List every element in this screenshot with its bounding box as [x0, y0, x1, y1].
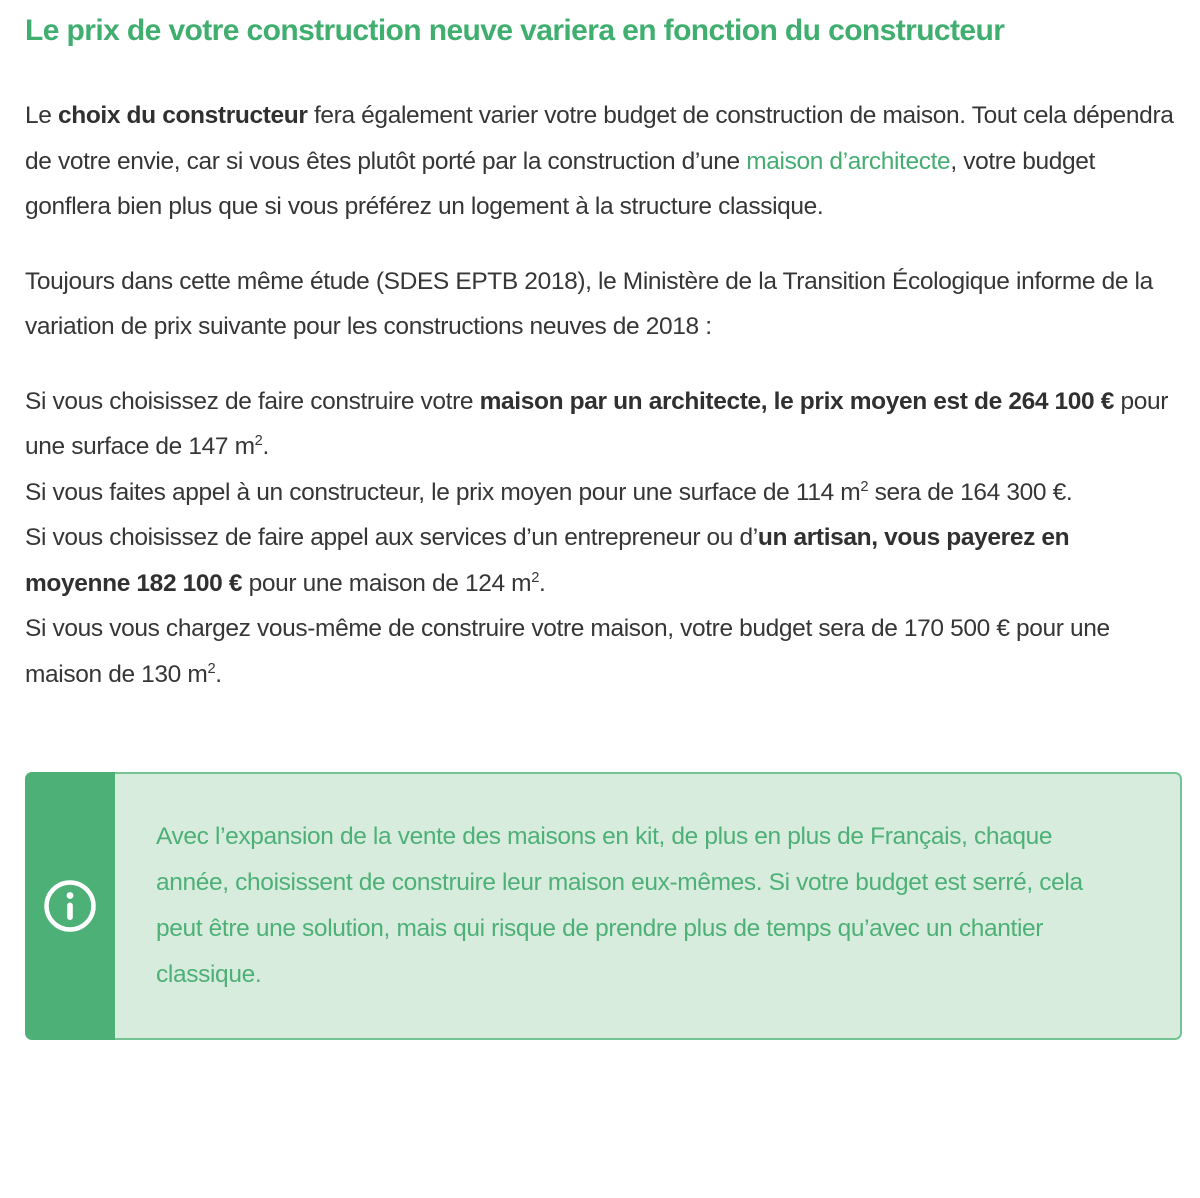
superscript: 2	[531, 569, 540, 586]
page-title: Le prix de votre construction neuve variera en fonction du constructeur	[25, 14, 1005, 47]
text-run: .	[262, 433, 269, 460]
text-run: sera de 164 300 €.	[868, 478, 1073, 506]
paragraph-prices	[25, 379, 1175, 698]
info-icon	[43, 879, 97, 933]
bold-text-prix-architecte: maison par un architecte, le prix moyen est de 264 100 €	[479, 387, 1115, 415]
text-run: Si vous choisissez de faire construire votre	[25, 387, 480, 415]
superscript: 2	[860, 478, 869, 495]
info-callout-body	[115, 772, 1182, 1040]
text-run: Si vous faites appel à un constructeur, le prix moyen pour une surface de 114 m	[25, 478, 861, 506]
text-run: , votre budget gonflera bien plus que si vous préférez un logement à la structure classique.	[25, 147, 1095, 220]
paragraph-study: Toujours dans cette même étude (SDES EPTB 2018), le Ministère de la Transition Écologique informe de la variation de prix suivante pour les constructions neuves de 2018 :	[25, 267, 1153, 340]
info-callout-text: Avec l’expansion de la vente des maisons en kit, de plus en plus de Français, chaque année, choisissent de construire leur maison eux-mêmes. Si votre budget est serré, cela peut être une solution, mais qui risque de prendre plus de temps qu’avec un chantier classique.	[156, 823, 1083, 988]
bold-text-prix-artisan: un artisan, vous payerez en moyenne 182 100 €	[25, 524, 1070, 597]
text-run: pour une surface de 147 m	[25, 387, 1169, 460]
text-run: Le	[25, 102, 58, 129]
paragraph-intro	[25, 93, 1175, 230]
text-run: .	[215, 660, 222, 688]
sentence-constructeur	[25, 479, 1072, 506]
sentence-auto-construction	[25, 615, 1110, 688]
text-run: Si vous choisissez de faire appel aux services d’un entrepreneur ou d’	[25, 524, 758, 551]
sentence-artisan	[25, 524, 1069, 597]
bold-text-choix-constructeur: choix du constructeur	[57, 102, 308, 129]
superscript: 2	[207, 660, 216, 677]
text-run: fera également varier votre budget de construction de maison. Tout cela dépendra de votre envie, car si vous êtes plutôt porté par la construction d’une	[25, 102, 1174, 175]
text-run: .	[539, 569, 546, 597]
text-run: pour une maison de 124 m	[242, 569, 532, 597]
sentence-architecte	[25, 388, 1168, 461]
superscript: 2	[254, 432, 263, 449]
link-maison-architecte[interactable]: maison d’architecte	[746, 147, 951, 175]
info-callout-accent-bar	[25, 772, 115, 1040]
text-run: Si vous vous chargez vous-même de construire votre maison, votre budget sera de 170 500 € pour une maison de 130 m	[25, 615, 1110, 688]
info-callout	[25, 772, 1182, 1040]
